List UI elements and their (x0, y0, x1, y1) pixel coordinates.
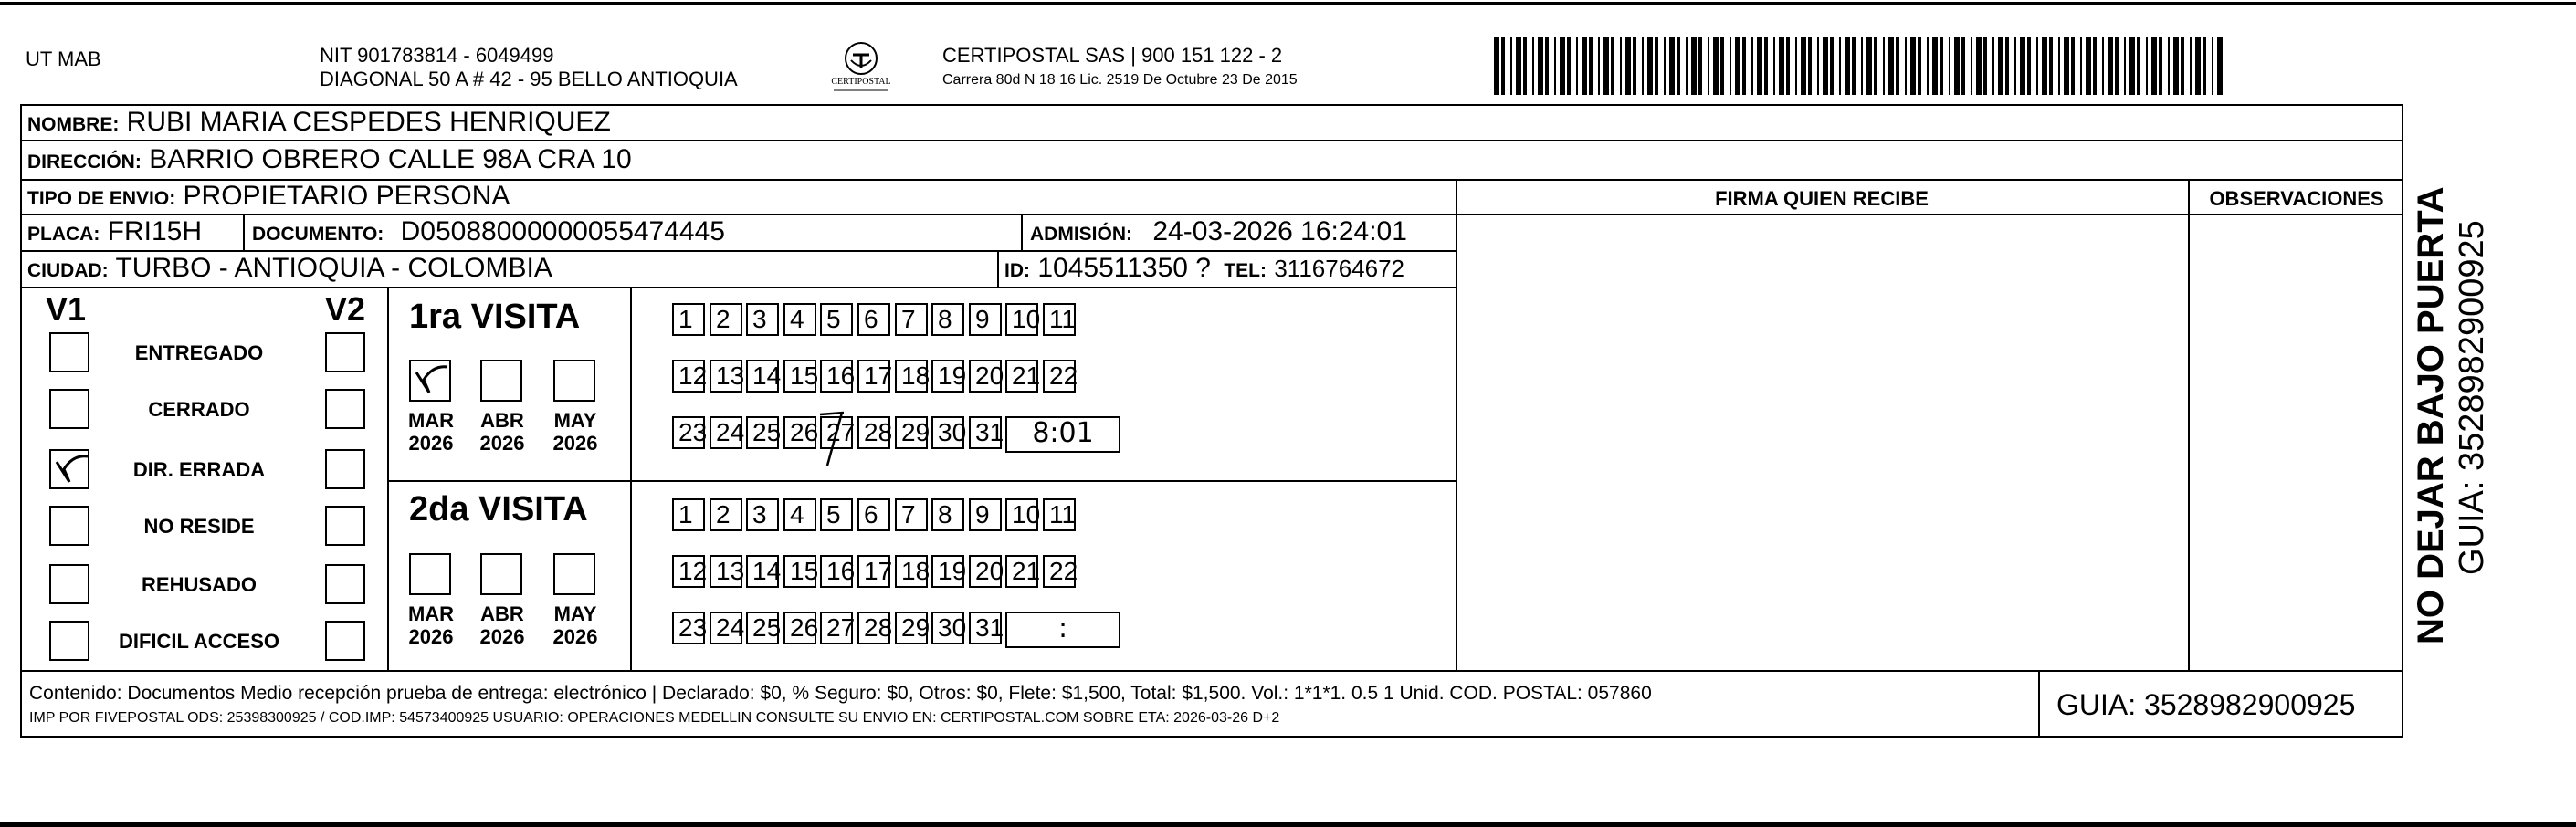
cell-divider (1021, 215, 1023, 250)
status-checkbox-v1[interactable] (49, 564, 89, 604)
barcode-bar (2042, 37, 2047, 95)
month-label (548, 602, 603, 648)
name-row (27, 106, 611, 141)
day-box[interactable]: 19 (931, 360, 964, 393)
barcode-bar (1567, 37, 1571, 95)
barcode-bar (1554, 37, 1556, 95)
day-box[interactable]: 24 (710, 612, 742, 644)
barcode-bar (1598, 37, 1600, 95)
month-label (548, 409, 603, 455)
barcode-bar (1642, 37, 1644, 95)
day-box[interactable]: 8 (931, 303, 964, 336)
day-box[interactable]: 31 (969, 416, 1002, 449)
day-box[interactable]: 15 (783, 555, 816, 588)
barcode-bar (1691, 37, 1697, 95)
day-box[interactable]: 18 (895, 555, 928, 588)
day-box[interactable]: 13 (710, 555, 742, 588)
certipostal-logo (820, 40, 902, 95)
day-box[interactable]: 3 (746, 498, 779, 531)
barcode (1494, 37, 2224, 95)
barcode-bar (1861, 37, 1863, 95)
day-box[interactable]: 28 (857, 612, 890, 644)
check-mark-icon (411, 361, 451, 402)
city-label: CIUDAD: (27, 260, 109, 281)
status-checkbox-v2[interactable] (325, 621, 365, 661)
barcode-bar (1720, 37, 1724, 95)
visit-divider (630, 287, 632, 670)
recipient-address: BARRIO OBRERO CALLE 98A CRA 10 (149, 144, 632, 174)
barcode-bar (2129, 37, 2135, 95)
barcode-bar (2195, 37, 2201, 95)
day-box[interactable]: 22 (1043, 555, 1076, 588)
status-label: DIR. ERRADA (132, 458, 266, 481)
city-field (27, 252, 552, 288)
time-field[interactable]: : (1005, 612, 1120, 648)
day-box[interactable]: 2 (710, 303, 742, 336)
barcode-bar (1866, 37, 1872, 95)
month-name: MAR (407, 409, 455, 432)
barcode-bar (2027, 37, 2031, 95)
sender-nit: NIT 901783814 - 6049499 (320, 44, 554, 67)
plate-field (27, 215, 202, 251)
month-label (475, 602, 530, 648)
barcode-bar (1932, 37, 1938, 95)
name-label: NOMBRE: (27, 114, 120, 135)
month-year: 2026 (552, 432, 598, 455)
type-label: TIPO DE ENVIO: (27, 188, 176, 209)
month-checkbox[interactable] (553, 553, 595, 595)
barcode-bar (2014, 37, 2016, 95)
day-box[interactable]: 27 (820, 612, 853, 644)
barcode-bar (1949, 37, 1950, 95)
day-box[interactable]: 4 (783, 498, 816, 531)
plate-label: PLACA: (27, 224, 100, 245)
day-box[interactable]: 22 (1043, 360, 1076, 393)
day-box[interactable]: 3 (746, 303, 779, 336)
id-value: 1045511350 ? (1037, 253, 1211, 283)
barcode-bar (2020, 37, 2025, 95)
day-box[interactable]: 17 (857, 555, 890, 588)
time-field[interactable]: 8:01 (1005, 416, 1120, 453)
day-box[interactable]: 14 (746, 555, 779, 588)
status-checkbox-v1[interactable] (49, 332, 89, 372)
status-checkbox-v1[interactable] (49, 449, 89, 489)
barcode-bar (2071, 37, 2075, 95)
barcode-bar (1698, 37, 1702, 95)
barcode-bar (1751, 37, 1753, 95)
day-box[interactable]: 20 (969, 555, 1002, 588)
status-label: NO RESIDE (143, 515, 255, 538)
admission-value: 24-03-2026 16:24:01 (1152, 216, 1407, 246)
firma-header-line (1456, 214, 2188, 215)
day-box[interactable]: 8 (931, 498, 964, 531)
day-box[interactable]: 29 (895, 416, 928, 449)
barcode-bar (1801, 37, 1806, 95)
barcode-bar (2212, 37, 2213, 95)
day-box[interactable]: 7 (895, 498, 928, 531)
day-box[interactable]: 19 (931, 555, 964, 588)
row-line (2188, 214, 2403, 215)
barcode-bar (2151, 37, 2157, 95)
tel-value: 3116764672 (1274, 255, 1404, 282)
footer-top-line (20, 670, 2403, 672)
company-name: CERTIPOSTAL SAS | 900 151 122 - 2 (942, 44, 1283, 67)
barcode-bar (1560, 37, 1565, 95)
day-box[interactable]: 21 (1005, 360, 1038, 393)
day-box[interactable]: 29 (895, 612, 928, 644)
day-box[interactable]: 12 (672, 555, 705, 588)
barcode-bar (1757, 37, 1762, 95)
barcode-bar (1954, 37, 1960, 95)
barcode-bar (2064, 37, 2069, 95)
barcode-bar (1735, 37, 1740, 95)
day-box[interactable]: 12 (672, 360, 705, 393)
month-name: ABR (480, 409, 524, 432)
status-checkbox-v2[interactable] (325, 332, 365, 372)
day-box[interactable]: 21 (1005, 555, 1038, 588)
barcode-bar (1686, 37, 1688, 95)
status-checkbox-v1[interactable] (49, 389, 89, 429)
day-box[interactable]: 17 (857, 360, 890, 393)
barcode-bar (2036, 37, 2038, 95)
status-checkbox-v2[interactable] (325, 564, 365, 604)
v2-label: V2 (325, 290, 366, 328)
cell-divider (243, 214, 245, 250)
day-box[interactable]: 23 (672, 416, 705, 449)
day-box[interactable]: 16 (820, 360, 853, 393)
day-box[interactable]: 10 (1005, 303, 1038, 336)
barcode-bar (1874, 37, 1877, 95)
barcode-bar (1795, 37, 1797, 95)
document-label: DOCUMENTO: (252, 224, 384, 245)
barcode-bar (1589, 37, 1593, 95)
status-checkbox-v2[interactable] (325, 389, 365, 429)
barcode-bar (2102, 37, 2104, 95)
barcode-bar (2058, 37, 2060, 95)
barcode-bar (1545, 37, 1549, 95)
barcode-bar (1940, 37, 1943, 95)
month-checkbox[interactable] (409, 360, 451, 402)
day-box[interactable]: 6 (857, 303, 890, 336)
visit-split-line (387, 480, 1456, 482)
barcode-bar (1839, 37, 1841, 95)
admission-field (1030, 215, 1407, 251)
barcode-bar (1501, 37, 1505, 95)
month-year: 2026 (552, 625, 598, 648)
month-checkbox[interactable] (553, 360, 595, 402)
status-checkbox-v1[interactable] (49, 621, 89, 661)
status-checkbox-v1[interactable] (49, 506, 89, 546)
barcode-bar (1532, 37, 1534, 95)
day-box[interactable]: 25 (746, 612, 779, 644)
barcode-bar (1633, 37, 1636, 95)
barcode-bar (1910, 37, 1916, 95)
barcode-bar (2115, 37, 2119, 95)
barcode-bar (1655, 37, 1658, 95)
day-box[interactable]: 13 (710, 360, 742, 393)
barcode-bar (2146, 37, 2148, 95)
status-divider (387, 287, 389, 670)
day-box[interactable]: 30 (931, 612, 964, 644)
status-label: DIFICIL ACCESO (118, 630, 279, 653)
month-name: MAY (553, 409, 597, 432)
observaciones-header: OBSERVACIONES (2209, 187, 2384, 210)
barcode-bar (1927, 37, 1929, 95)
barcode-bar (2173, 37, 2179, 95)
barcode-bar (1888, 37, 1894, 95)
barcode-bar (1971, 37, 1972, 95)
barcode-bar (1494, 37, 1499, 95)
check-mark-icon (51, 451, 91, 491)
address-row (27, 143, 632, 179)
barcode-bar (2217, 37, 2223, 95)
barcode-bar (1830, 37, 1834, 95)
day-box[interactable]: 24 (710, 416, 742, 449)
barcode-bar (1976, 37, 1982, 95)
footer-guia: GUIA: 3528982900925 (2056, 688, 2356, 721)
barcode-bar (1896, 37, 1899, 95)
v1-label: V1 (46, 290, 87, 328)
month-checkbox[interactable] (480, 360, 522, 402)
barcode-bar (2203, 37, 2206, 95)
day-box[interactable]: 26 (783, 612, 816, 644)
barcode-bar (1883, 37, 1885, 95)
barcode-bar (1516, 37, 1521, 95)
month-year: 2026 (479, 432, 525, 455)
status-checkbox-v2[interactable] (325, 506, 365, 546)
day-box[interactable]: 6 (857, 498, 890, 531)
status-label: REHUSADO (142, 573, 257, 596)
day-box[interactable]: 5 (820, 498, 853, 531)
barcode-bar (1823, 37, 1828, 95)
recipient-name: RUBI MARIA CESPEDES HENRIQUEZ (126, 107, 611, 137)
barcode-bar (1742, 37, 1746, 95)
barcode-bar (2168, 37, 2170, 95)
barcode-bar (1905, 37, 1907, 95)
barcode-bar (2108, 37, 2113, 95)
barcode-bar (1664, 37, 1666, 95)
sender-address: DIAGONAL 50 A # 42 - 95 BELLO ANTIOQUIA (320, 68, 738, 90)
barcode-bar (1773, 37, 1775, 95)
barcode-bar (1677, 37, 1680, 95)
top-border (0, 2, 2576, 5)
id-label: ID: (1004, 260, 1030, 281)
day-box[interactable]: 1 (672, 303, 705, 336)
barcode-bar (1845, 37, 1850, 95)
company-license: Carrera 80d N 18 16 Lic. 2519 De Octubre 23 De 2015 (942, 72, 1298, 88)
month-name: ABR (480, 602, 524, 625)
day-box[interactable]: 26 (783, 416, 816, 449)
footer-content: Contenido: Documentos Medio recepción prueba de entrega: electrónico | Declarado: $0, % Seguro: $0, Otros: $0, Flete: $1,500, Total: $1,500. Vol.: 1*1*1. 0.5 1 Unid. COD. POSTAL: 057860 (29, 683, 1652, 704)
barcode-bar (1669, 37, 1675, 95)
barcode-bar (1764, 37, 1768, 95)
barcode-bar (1603, 37, 1609, 95)
day-box[interactable]: 20 (969, 360, 1002, 393)
month-checkbox[interactable] (409, 553, 451, 595)
status-checkbox-v2[interactable] (325, 449, 365, 489)
admission-label: ADMISIÓN: (1030, 224, 1132, 245)
day-box[interactable]: 10 (1005, 498, 1038, 531)
day-box[interactable]: 7 (895, 303, 928, 336)
visit1-title: 1ra VISITA (409, 298, 581, 336)
barcode-bar (1817, 37, 1819, 95)
address-label: DIRECCIÓN: (27, 152, 142, 173)
barcode-bar (2190, 37, 2192, 95)
day-box[interactable]: 15 (783, 360, 816, 393)
month-name: MAR (407, 602, 455, 625)
day-box[interactable]: 18 (895, 360, 928, 393)
month-year: 2026 (408, 432, 454, 455)
barcode-bar (1983, 37, 1987, 95)
barcode-bar (1708, 37, 1709, 95)
barcode-bar (1510, 37, 1512, 95)
day-box[interactable]: 16 (820, 555, 853, 588)
firma-left-border (1456, 179, 1457, 670)
day-box[interactable]: 11 (1043, 303, 1076, 336)
document-value: D05088000000055474445 (400, 216, 725, 246)
barcode-bar (2159, 37, 2162, 95)
cell-divider (997, 252, 999, 287)
status-label: ENTREGADO (134, 341, 264, 364)
day-box[interactable]: 30 (931, 416, 964, 449)
day-box[interactable]: 1 (672, 498, 705, 531)
month-label (475, 409, 530, 455)
barcode-bar (1625, 37, 1631, 95)
barcode-bar (1647, 37, 1653, 95)
status-label: CERRADO (148, 398, 250, 421)
barcode-bar (1998, 37, 2003, 95)
barcode-bar (1730, 37, 1731, 95)
day-box[interactable]: 25 (746, 416, 779, 449)
barcode-bar (1620, 37, 1622, 95)
day-box[interactable]: 27 (820, 416, 853, 449)
day-box[interactable]: 11 (1043, 498, 1076, 531)
day-box[interactable]: 9 (969, 498, 1002, 531)
month-label (404, 602, 458, 648)
document-field (252, 215, 725, 251)
shipping-type: PROPIETARIO PERSONA (183, 181, 510, 211)
barcode-bar (1852, 37, 1856, 95)
barcode-bar (2080, 37, 2082, 95)
barcode-bar (1779, 37, 1784, 95)
day-box[interactable]: 23 (672, 612, 705, 644)
day-box[interactable]: 28 (857, 416, 890, 449)
barcode-bar (1992, 37, 1994, 95)
day-box[interactable]: 9 (969, 303, 1002, 336)
bottom-border (0, 822, 2576, 827)
barcode-bar (1576, 37, 1578, 95)
day-box[interactable]: 5 (820, 303, 853, 336)
barcode-bar (2093, 37, 2097, 95)
day-box[interactable]: 14 (746, 360, 779, 393)
route-code: UT MAB (26, 47, 101, 70)
city-value: TURBO - ANTIOQUIA - COLOMBIA (115, 253, 552, 283)
day-box[interactable]: 2 (710, 498, 742, 531)
barcode-bar (1961, 37, 1965, 95)
barcode-bar (2137, 37, 2140, 95)
barcode-bar (1582, 37, 1587, 95)
barcode-bar (2124, 37, 2126, 95)
side-guia: GUIA: 3528982900925 (2453, 220, 2491, 575)
barcode-bar (1611, 37, 1614, 95)
day-box[interactable]: 4 (783, 303, 816, 336)
day-box[interactable]: 31 (969, 612, 1002, 644)
barcode-bar (1523, 37, 1527, 95)
side-warning: NO DEJAR BAJO PUERTA (2411, 186, 2451, 644)
obs-left-border (2188, 179, 2190, 670)
month-name: MAY (553, 602, 597, 625)
firma-header: FIRMA QUIEN RECIBE (1715, 187, 1929, 210)
day-strike-mark (816, 407, 862, 471)
id-field (1004, 252, 1404, 288)
month-checkbox[interactable] (480, 553, 522, 595)
type-row (27, 180, 510, 215)
barcode-bar (1918, 37, 1921, 95)
month-label (404, 409, 458, 455)
month-year: 2026 (479, 625, 525, 648)
barcode-bar (1808, 37, 1812, 95)
tel-label: TEL: (1224, 260, 1267, 281)
barcode-bar (1786, 37, 1790, 95)
plate-value: FRI15H (107, 216, 203, 246)
barcode-bar (2181, 37, 2184, 95)
logo-text: CERTIPOSTAL (831, 77, 891, 87)
visit2-title: 2da VISITA (409, 490, 588, 529)
barcode-bar (2086, 37, 2091, 95)
footer-divider (2038, 670, 2040, 738)
barcode-bar (1713, 37, 1719, 95)
barcode-bar (2049, 37, 2053, 95)
barcode-bar (1538, 37, 1543, 95)
footer-print-info: IMP POR FIVEPOSTAL ODS: 25398300925 / COD.IMP: 54573400925 USUARIO: OPERACIONES MEDELLIN CONSULTE SU ENVIO EN: CERTIPOSTAL.COM SOBRE ETA: 2026-03-26 D+2 (29, 710, 1280, 726)
barcode-bar (2005, 37, 2009, 95)
month-year: 2026 (408, 625, 454, 648)
